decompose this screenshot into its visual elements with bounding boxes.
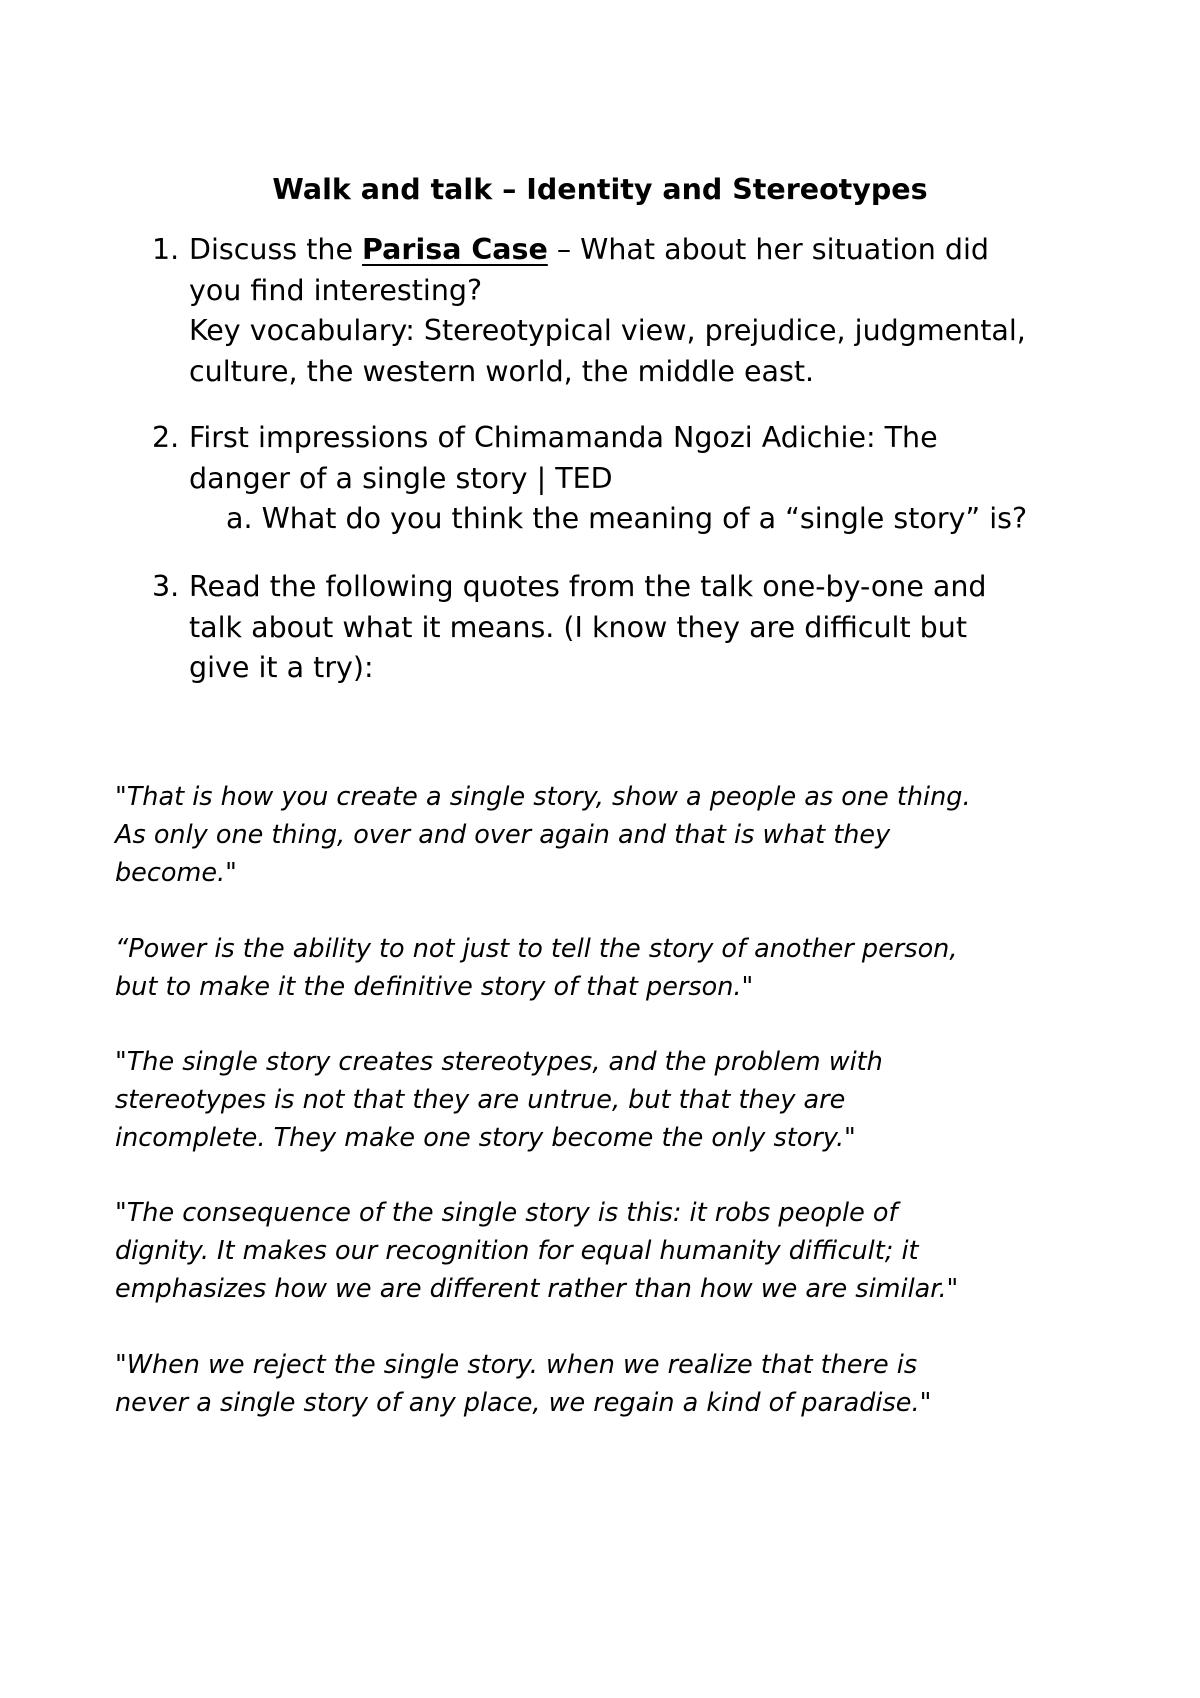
item-text: Discuss the bbox=[189, 233, 363, 266]
list-item-line: Read the following quotes from the talk one-by-one and bbox=[189, 570, 987, 603]
page-title: Walk and talk – Identity and Stereotypes bbox=[272, 173, 928, 206]
list-number: 1. bbox=[152, 233, 180, 266]
list-item-body bbox=[189, 230, 1112, 392]
quote-4 bbox=[115, 1194, 1115, 1308]
quote-line: stereotypes is not that they are untrue, but that they are bbox=[115, 1085, 846, 1115]
list-item-body bbox=[189, 418, 1112, 540]
list-item-line: talk about what it means. (I know they are difficult but bbox=[189, 610, 968, 644]
list-item-line: danger of a single story | TED bbox=[189, 461, 613, 495]
quote-line: "The consequence of the single story is this: it robs people of bbox=[115, 1198, 898, 1228]
quote-line: "The single story creates stereotypes, and the problem with bbox=[115, 1047, 883, 1077]
quote-line: “Power is the ability to not just to tell the story of another person, bbox=[115, 934, 958, 964]
quote-line: never a single story of any place, we regain a kind of paradise." bbox=[115, 1388, 932, 1418]
quote-line: become." bbox=[115, 858, 237, 888]
list-item-line bbox=[189, 230, 1112, 271]
list-item-line: give it a try): bbox=[189, 651, 374, 684]
list-item-1 bbox=[152, 230, 1112, 392]
list-item-line: Key vocabulary: Stereotypical view, prejudice, judgmental, bbox=[189, 314, 1026, 347]
quote-line: As only one thing, over and over again and that is what they bbox=[115, 820, 891, 850]
quote-1 bbox=[115, 778, 1115, 892]
list-item-line: First impressions of Chimamanda Ngozi Adichie: The bbox=[189, 421, 938, 454]
quote-3 bbox=[115, 1043, 1115, 1157]
list-item-line: culture, the western world, the middle east. bbox=[189, 354, 815, 388]
quote-line: "When we reject the single story. when we realize that there is bbox=[115, 1350, 918, 1380]
sub-item-a bbox=[189, 499, 1112, 540]
item-text: – What about her situation did bbox=[547, 233, 989, 266]
list-number: 3. bbox=[152, 570, 180, 603]
sub-item-letter: a. bbox=[226, 502, 253, 535]
list-item-body bbox=[189, 567, 1112, 689]
quote-line: dignity. It makes our recognition for equal humanity difficult; it bbox=[115, 1236, 919, 1266]
quote-2 bbox=[115, 930, 1115, 1006]
quote-line: "That is how you create a single story, show a people as one thing. bbox=[115, 782, 971, 812]
quote-line: emphasizes how we are different rather than how we are similar." bbox=[115, 1274, 959, 1304]
quote-5 bbox=[115, 1346, 1115, 1422]
list-item-line: you find interesting? bbox=[189, 273, 483, 307]
sub-item-text: What do you think the meaning of a “single story” is? bbox=[261, 502, 1028, 535]
quote-line: incomplete. They make one story become the only story." bbox=[115, 1123, 856, 1153]
quote-line: but to make it the definitive story of that person." bbox=[115, 972, 754, 1002]
list-number: 2. bbox=[152, 421, 180, 454]
parisa-case-link[interactable]: Parisa Case bbox=[362, 233, 548, 266]
list-item-3 bbox=[152, 567, 1112, 689]
list-item-2 bbox=[152, 418, 1112, 540]
